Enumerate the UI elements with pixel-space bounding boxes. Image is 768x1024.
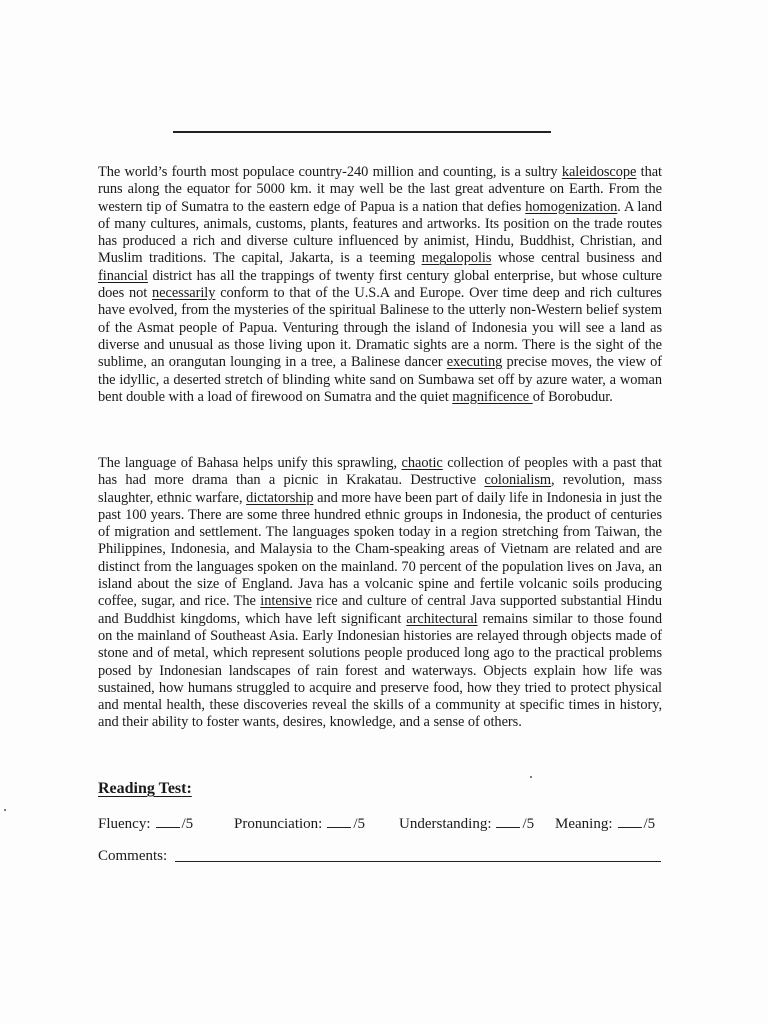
comments-label: Comments: bbox=[98, 848, 168, 864]
scan-speck bbox=[530, 776, 532, 778]
passage-text: conform to that of the U.S.A and Europe. Over time deep and rich cultures have evolved, from the mysteries of the spiritual Balinese to the utterly non-Western belief system of the Asmat people of Papua. Venturing through the island of Indonesia you will see a land as diverse and unusual as those living upon it. Dramatic sights are a norm. There is the sight of the sublime, an orangutan lounging in a tree, a Balinese dancer bbox=[98, 285, 662, 371]
vocabulary-word: colonialism bbox=[484, 472, 552, 489]
meaning-total: /5 bbox=[643, 816, 656, 832]
vocabulary-word: kaleidoscope bbox=[561, 164, 637, 180]
passage-text: , revolution, mass slaughter, ethnic warfare, bbox=[98, 472, 662, 506]
meaning-blank bbox=[618, 815, 642, 828]
fluency-score bbox=[98, 815, 193, 833]
passage-text: remains similar to those found on the mainland of Southeast Asia. Early Indonesian histories are relayed through objects made of stone and of metal, which represent solutions people produced long ago to the practical problems posed by Indonesian landscapes of rain forest and waterways. Objects explain how life was sustained, how humans struggled to acquire and preserve food, how they tried to protect physical and mental health, these discoveries reveal the skills of a community at specific times in history, and their ability to foster wants, desires, knowledge, and a sense of others. bbox=[98, 610, 663, 731]
passage-paragraph-1 bbox=[98, 164, 662, 406]
understanding-total: /5 bbox=[522, 816, 535, 832]
passage-text: district has all the trappings of twenty first century global enterprise, but whose culture does not bbox=[98, 267, 662, 302]
fluency-label: Fluency: bbox=[98, 816, 151, 832]
pronunciation-label: Pronunciation: bbox=[234, 816, 323, 832]
understanding-label: Understanding: bbox=[399, 816, 492, 832]
understanding-blank bbox=[496, 815, 520, 828]
fluency-total: /5 bbox=[181, 816, 194, 832]
passage-paragraph-2 bbox=[98, 455, 662, 732]
pronunciation-blank bbox=[327, 815, 351, 828]
passage-text: The language of Bahasa helps unify this sprawling, bbox=[98, 455, 402, 471]
pronunciation-total: /5 bbox=[353, 816, 365, 832]
passage-text: of Borobudur. bbox=[532, 388, 613, 405]
understanding-score bbox=[399, 815, 534, 833]
meaning-score bbox=[555, 815, 655, 833]
pronunciation-score bbox=[234, 815, 365, 833]
vocabulary-word: intensive bbox=[260, 593, 312, 610]
passage-text: precise moves, the view of the idyllic, a deserted stretch of blinding white sand on Sumbawa set off by azure water, a woman bent double with a load of firewood on Sumatra and the quiet bbox=[98, 354, 662, 405]
vocabulary-word: financial bbox=[98, 267, 148, 284]
vocabulary-word: necessarily bbox=[152, 285, 216, 302]
passage-text: that runs along the equator for 5000 km. it may well be the last great adventure on Earth. From the western tip of Sumatra to the eastern edge of Papua is a nation that defies bbox=[98, 164, 662, 215]
fluency-blank bbox=[156, 815, 180, 828]
scan-speck bbox=[4, 809, 6, 811]
title-blank-line bbox=[173, 131, 551, 133]
passage-text: The world’s fourth most populace country-240 million and counting, is a sultry bbox=[98, 164, 562, 180]
vocabulary-word: architectural bbox=[406, 610, 478, 627]
comments-blank-line bbox=[175, 861, 661, 862]
vocabulary-word: homogenization bbox=[525, 198, 618, 215]
passage-text: . A land of many cultures, animals, customs, plants, features and artworks. Its position on the trade routes has produced a rich and diverse culture influenced by animist, Hindu, Buddhist, Christian, and Muslim traditions. The capital, Jakarta, is a teeming bbox=[98, 198, 662, 267]
passage-text: collection of peoples with a past that has had more drama than a picnic in Krakatau. Destructive bbox=[98, 455, 662, 489]
vocabulary-word: dictatorship bbox=[246, 489, 314, 506]
passage-text: rice and culture of central Java supported substantial Hindu and Buddhist kingdoms, which have left significant bbox=[98, 593, 662, 627]
meaning-label: Meaning: bbox=[555, 816, 613, 832]
vocabulary-word: chaotic bbox=[401, 455, 443, 471]
vocabulary-word: magnificence bbox=[452, 388, 533, 405]
vocabulary-word: executing bbox=[446, 354, 503, 371]
reading-test-heading: Reading Test: bbox=[98, 780, 192, 797]
vocabulary-word: megalopolis bbox=[421, 250, 492, 267]
passage-text: whose central business and bbox=[491, 250, 662, 267]
passage-text: and more have been part of daily life in Indonesia in just the past 100 years. There are some three hundred ethnic groups in Indonesia, the product of centuries of migration and settlement. The languages spoken today in a region stretching from Taiwan, the Philippines, Indonesia, and Malaysia to the Cham-speaking areas of Vietnam are related and are distinct from the languages spoken on the mainland. 70 percent of the population lives on Java, an island about the size of England. Java has a volcanic spine and fertile volcanic soils producing coffee, sugar, and rice. The bbox=[98, 489, 662, 610]
